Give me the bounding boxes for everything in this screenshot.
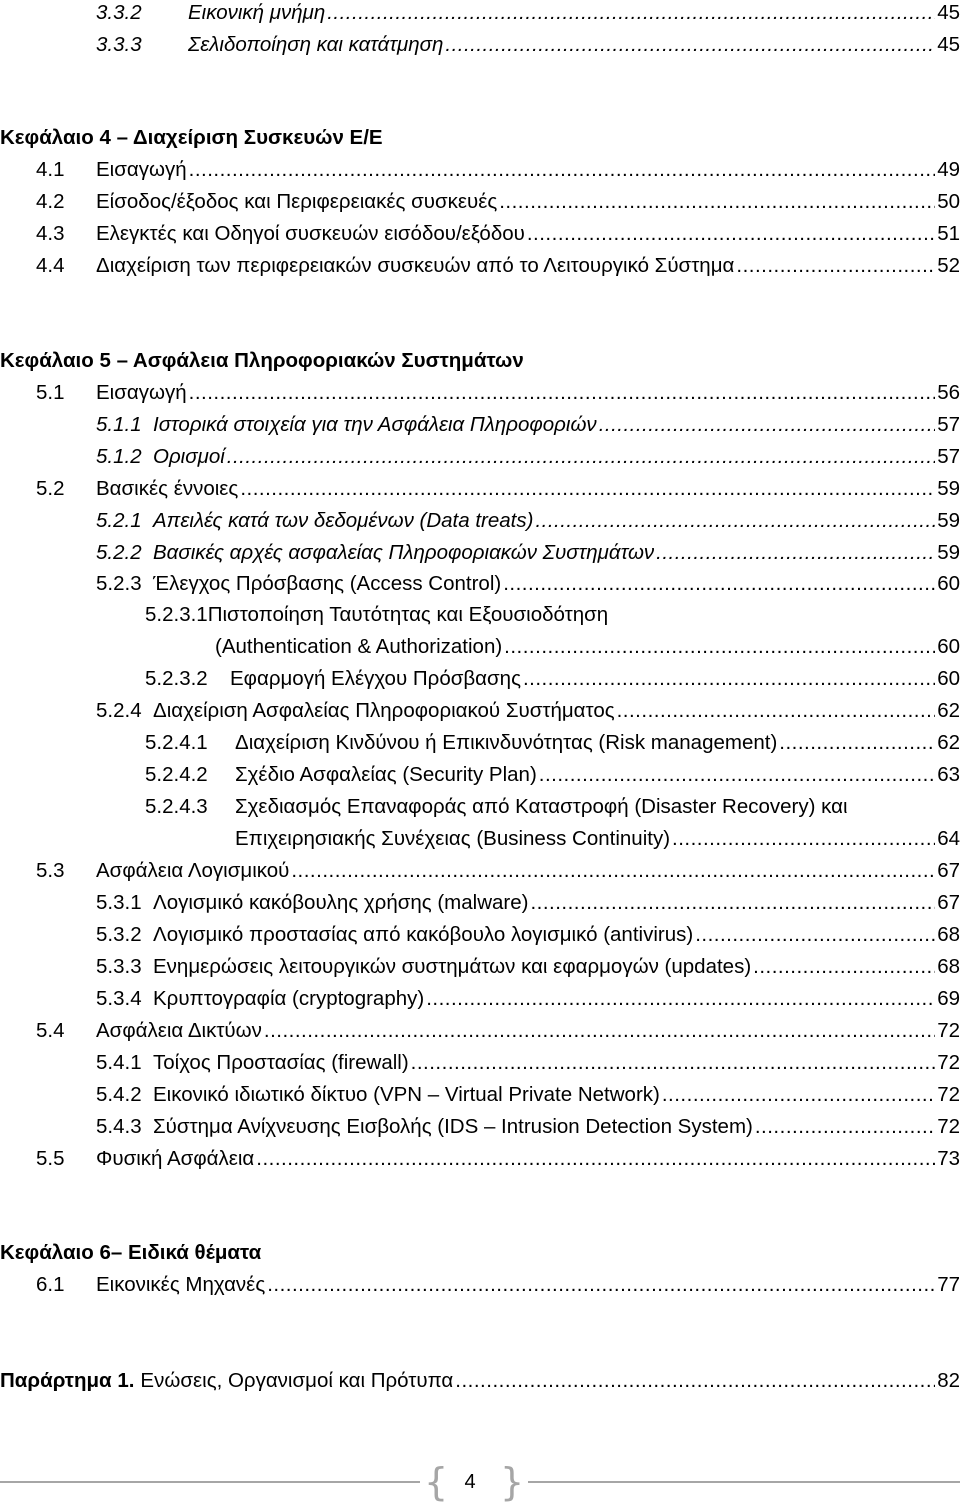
toc-entry-number: 5.2.4.2: [145, 763, 208, 786]
toc-entry-page: 67: [937, 859, 960, 882]
toc-entry-title: Σχέδιο Ασφαλείας (Security Plan): [235, 763, 537, 786]
toc-entry-number: 5.2.1: [96, 509, 142, 532]
toc-entry-title: Σύστημα Ανίχνευσης Εισβολής (IDS – Intrusion Detection System): [153, 1115, 753, 1138]
leader-dots: [453, 1365, 935, 1397]
toc-entry-title: Είσοδος/έξοδος και Περιφερειακές συσκευές: [96, 190, 498, 213]
toc-entry-page: 57: [937, 413, 960, 436]
toc-entry-title-continuation: (Authentication & Authorization): [215, 635, 503, 658]
leader-dots: [187, 377, 936, 409]
toc-entry-title: Διαχείριση Ασφαλείας Πληροφοριακού Συστήματος: [153, 699, 615, 722]
toc-entry-title: Τοίχος Προστασίας (firewall): [153, 1051, 409, 1074]
leader-dots: [424, 983, 935, 1015]
toc-entry-5-2-3[interactable]: [96, 568, 960, 600]
toc-entry-title: Σχεδιασμός Επαναφοράς από Καταστροφή (Disaster Recovery) και: [235, 795, 848, 818]
toc-entry-5-4[interactable]: [36, 1015, 960, 1047]
chapter-heading-5[interactable]: Κεφάλαιο 5 – Ασφάλεια Πληροφοριακών Συστημάτων: [0, 349, 524, 372]
toc-entry-5-3-2[interactable]: [96, 919, 960, 951]
toc-entry-number: 5.4.1: [96, 1051, 142, 1074]
toc-entry-4-4[interactable]: [36, 250, 960, 282]
toc-entry-page: 72: [937, 1051, 960, 1074]
toc-entry-5-3[interactable]: [36, 855, 960, 887]
toc-entry-number: 5.4: [36, 1019, 65, 1042]
toc-entry-5-3-1[interactable]: [96, 887, 960, 919]
toc-entry-title: Εισαγωγή: [96, 381, 187, 404]
toc-entry-page: 57: [937, 445, 960, 468]
page-footer: [0, 1462, 960, 1502]
toc-entry-title: Ελεγκτές και Οδηγοί συσκευών εισόδου/εξόδου: [96, 222, 525, 245]
toc-entry-title: Πιστοποίηση Ταυτότητας και Εξουσιοδότηση: [207, 603, 609, 626]
toc-entry-title: Διαχείριση των περιφερειακών συσκευών από το Λειτουργικό Σύστημα: [96, 254, 735, 277]
toc-entry-5-2-4[interactable]: [96, 695, 960, 727]
footer-rule-left: [0, 1481, 420, 1483]
toc-entry-4-2[interactable]: [36, 186, 960, 218]
toc-entry-page: 77: [937, 1273, 960, 1296]
toc-entry-number: 4.1: [36, 158, 65, 181]
toc-entry-title: Εφαρμογή Ελέγχου Πρόσβασης: [230, 667, 521, 690]
leader-dots: [262, 1015, 935, 1047]
leader-dots: [528, 887, 935, 919]
leader-dots: [502, 631, 935, 663]
toc-entry-5-3-4[interactable]: [96, 983, 960, 1015]
toc-entry-title: Ιστορικά στοιχεία για την Ασφάλεια Πληροφοριών: [153, 413, 597, 436]
footer-left-brace: {: [424, 1460, 449, 1504]
toc-entry-page: 52: [937, 254, 960, 277]
toc-entry-page: 63: [937, 763, 960, 786]
toc-entry-page: 49: [937, 158, 960, 181]
leader-dots: [265, 1269, 935, 1301]
leader-dots: [753, 1111, 935, 1143]
toc-entry-number: 5.2.4.3: [145, 795, 208, 818]
chapter-heading-6[interactable]: Κεφάλαιο 6– Ειδικά θέματα: [0, 1241, 262, 1264]
toc-entry-page: 62: [937, 699, 960, 722]
toc-entry-number: 5.3.1: [96, 891, 142, 914]
toc-entry-number: 5.2.3: [96, 572, 142, 595]
toc-entry-title: Εισαγωγή: [96, 158, 187, 181]
toc-entry-page: 72: [937, 1115, 960, 1138]
toc-entry-4-1[interactable]: [36, 154, 960, 186]
toc-entry-5-1-2[interactable]: [96, 441, 960, 473]
toc-entry-5-4-3[interactable]: [96, 1111, 960, 1143]
toc-entry-title: Ενημερώσεις λειτουργικών συστημάτων και εφαρμογών (updates): [153, 955, 752, 978]
leader-dots: [533, 505, 935, 537]
toc-entry-page: 45: [937, 33, 960, 56]
leader-dots: [693, 919, 935, 951]
leader-dots: [409, 1047, 936, 1079]
toc-entry-number: 5.3.4: [96, 987, 142, 1010]
leader-dots: [501, 568, 935, 600]
toc-entry-title: Εικονικές Μηχανές: [96, 1273, 266, 1296]
toc-entry-title: Κρυπτογραφία (cryptography): [153, 987, 425, 1010]
toc-entry-title: Διαχείριση Κινδύνου ή Επικινδυνότητας (Risk management): [235, 731, 778, 754]
toc-entry-5-2[interactable]: [36, 473, 960, 505]
toc-entry-5-1[interactable]: [36, 377, 960, 409]
toc-entry-5-2-2[interactable]: [96, 537, 960, 569]
toc-entry-5-2-4-3[interactable]: [145, 791, 848, 823]
toc-entry-title: Ασφάλεια Δικτύων: [96, 1019, 262, 1042]
toc-entry-page: 68: [937, 955, 960, 978]
toc-entry-number: 5.5: [36, 1147, 65, 1170]
toc-entry-title: Απειλές κατά των δεδομένων (Data treats): [153, 509, 534, 532]
toc-entry-5-2-4-3-continuation[interactable]: [235, 823, 960, 855]
leader-dots: [654, 537, 935, 569]
toc-entry-number: 3.3.2: [96, 1, 142, 24]
leader-dots: [521, 663, 935, 695]
toc-entry-page: 50: [937, 190, 960, 213]
toc-entry-5-2-3-1[interactable]: [145, 599, 608, 631]
toc-entry-number: 5.1.1: [96, 413, 142, 436]
toc-entry-number: 6.1: [36, 1273, 65, 1296]
toc-entry-number: 3.3.3: [96, 33, 142, 56]
leader-dots: [597, 409, 936, 441]
footer-right-brace: }: [500, 1460, 525, 1504]
toc-entry-page: 64: [937, 827, 960, 850]
toc-entry-page: 60: [937, 635, 960, 658]
toc-entry-number: 5.1: [36, 381, 65, 404]
toc-entry-title: Λογισμικό κακόβουλης χρήσης (malware): [153, 891, 529, 914]
toc-entry-page: 72: [937, 1083, 960, 1106]
appendix-label: Παράρτημα 1.: [0, 1369, 135, 1392]
toc-entry-title: Λογισμικό προστασίας από κακόβουλο λογισμικό (antivirus): [153, 923, 694, 946]
toc-entry-page: 69: [937, 987, 960, 1010]
leader-dots: [777, 727, 935, 759]
toc-entry-number: 5.4.3: [96, 1115, 142, 1138]
leader-dots: [254, 1143, 935, 1175]
leader-dots: [238, 473, 935, 505]
toc-entry-5-2-4-2[interactable]: [145, 759, 960, 791]
toc-entry-title: Βασικές αρχές ασφαλείας Πληροφοριακών Συστημάτων: [153, 541, 655, 564]
leader-dots: [537, 759, 935, 791]
leader-dots: [187, 154, 936, 186]
toc-entry-title: Ενώσεις, Οργανισμοί και Πρότυπα: [140, 1369, 454, 1392]
toc-entry-page: 68: [937, 923, 960, 946]
leader-dots: [325, 0, 935, 29]
toc-entry-5-3-3[interactable]: [96, 951, 960, 983]
toc-entry-5-2-1[interactable]: [96, 505, 960, 537]
toc-entry-title-continuation: Επιχειρησιακής Συνέχειας (Business Continuity): [235, 827, 671, 850]
toc-entry-page: 67: [937, 891, 960, 914]
toc-entry-5-2-3-2[interactable]: [145, 663, 960, 695]
toc-entry-5-4-2[interactable]: [96, 1079, 960, 1111]
toc-entry-3-3-3[interactable]: [96, 29, 960, 61]
toc-entry-number: 5.2: [36, 477, 65, 500]
toc-entry-3-3-2[interactable]: [96, 0, 960, 29]
toc-entry-5-5[interactable]: [36, 1143, 960, 1175]
toc-entry-number: 5.2.2: [96, 541, 142, 564]
toc-entry-number: 5.3.2: [96, 923, 142, 946]
leader-dots: [615, 695, 936, 727]
toc-entry-page: 59: [937, 541, 960, 564]
toc-entry-page: 59: [937, 477, 960, 500]
toc-entry-title: Βασικές έννοιες: [96, 477, 239, 500]
toc-entry-page: 72: [937, 1019, 960, 1042]
toc-entry-title: Ασφάλεια Λογισμικού: [96, 859, 290, 882]
toc-entry-5-2-3-1-continuation[interactable]: [215, 631, 960, 663]
footer-rule-right: [528, 1481, 960, 1483]
toc-entry-title: Ορισμοί: [153, 445, 225, 468]
toc-entry-number: 5.1.2: [96, 445, 142, 468]
toc-entry-page: 45: [937, 1, 960, 24]
toc-entry-title: Φυσική Ασφάλεια: [96, 1147, 255, 1170]
toc-entry-number: 4.2: [36, 190, 65, 213]
leader-dots: [525, 218, 935, 250]
leader-dots: [670, 823, 935, 855]
toc-entry-6-1[interactable]: [36, 1269, 960, 1301]
toc-entry-title: Εικονική μνήμη: [188, 1, 326, 24]
toc-entry-page: 62: [937, 731, 960, 754]
leader-dots: [289, 855, 935, 887]
toc-entry-page: 82: [937, 1369, 960, 1392]
leader-dots: [734, 250, 935, 282]
toc-entry-number: 5.3.3: [96, 955, 142, 978]
toc-entry-5-1-1[interactable]: [96, 409, 960, 441]
toc-entry-title: Εικονικό ιδιωτικό δίκτυο (VPN – Virtual Private Network): [153, 1083, 660, 1106]
toc-entry-number: 5.2.4.1: [145, 731, 208, 754]
toc-entry-title: Σελιδοποίηση και κατάτμηση: [188, 33, 444, 56]
toc-entry-number: 5.2.3.1: [145, 603, 208, 626]
leader-dots: [225, 441, 935, 473]
toc-entry-page: 51: [937, 222, 960, 245]
toc-entry-number: 4.3: [36, 222, 65, 245]
toc-entry-page: 60: [937, 572, 960, 595]
leader-dots: [660, 1079, 935, 1111]
toc-entry-5-2-4-1[interactable]: [145, 727, 960, 759]
toc-entry-appendix-1[interactable]: [0, 1365, 960, 1397]
chapter-heading-4[interactable]: Κεφάλαιο 4 – Διαχείριση Συσκευών Ε/Ε: [0, 126, 383, 149]
toc-entry-4-3[interactable]: [36, 218, 960, 250]
toc-entry-number: 4.4: [36, 254, 65, 277]
toc-entry-page: 73: [937, 1147, 960, 1170]
toc-entry-number: 5.2.4: [96, 699, 142, 722]
toc-entry-page: 59: [937, 509, 960, 532]
toc-entry-number: 5.3: [36, 859, 65, 882]
toc-entry-page: 56: [937, 381, 960, 404]
leader-dots: [443, 29, 935, 61]
leader-dots: [751, 951, 935, 983]
toc-entry-5-4-1[interactable]: [96, 1047, 960, 1079]
toc-entry-title: Έλεγχος Πρόσβασης (Access Control): [153, 572, 502, 595]
toc-entry-page: 60: [937, 667, 960, 690]
page-number: 4: [464, 1471, 476, 1493]
toc-entry-number: 5.4.2: [96, 1083, 142, 1106]
toc-entry-number: 5.2.3.2: [145, 667, 208, 690]
leader-dots: [497, 186, 935, 218]
